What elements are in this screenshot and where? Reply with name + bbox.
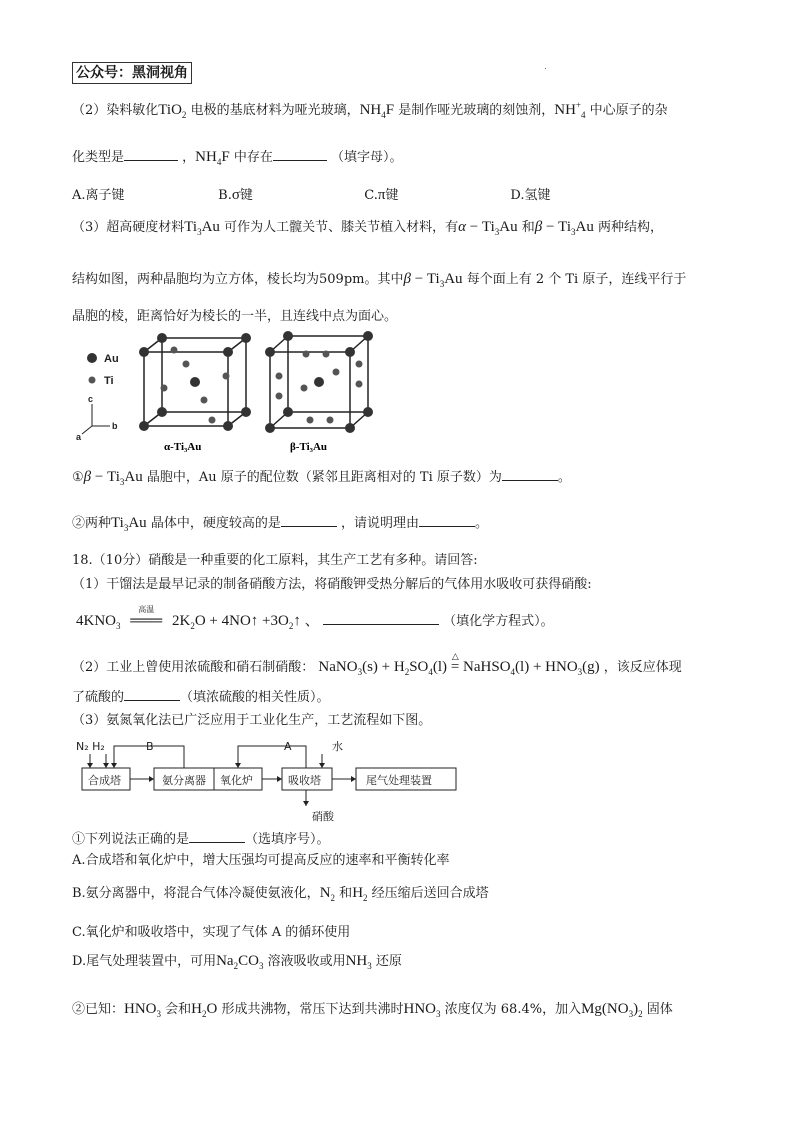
text: （2）工业上曾使用浓硫酸和硝石制硝酸： [72,660,315,675]
q18-option-b [72,884,489,907]
axis-a-line [82,426,92,434]
q18-equation1: $4KNO_3$ 高温 ═══ $2K_2O$ + 4NO↑ $+3O_2↑$ 、 （填化学方程式）。 [76,612,554,635]
q2-line1 [72,96,668,124]
formula-nh4-ion: $NH^+_4$ [554,100,586,120]
text: ① [72,470,84,485]
formula-na2co3: $Na_2CO_3$ [216,953,264,971]
q18-p3: （3）氨氮氧化法已广泛应用于工业化生产，工艺流程如下图。 [72,713,432,728]
formula-nh3: $NH_3$ [345,953,372,971]
q3-sub1 [72,468,571,491]
header-dot: . [544,62,547,72]
q18-p2 [72,651,682,681]
q2-options [72,186,652,205]
text: （填化学方程式）。 [443,614,554,629]
alpha-caption: α-Ti₃Au [164,441,202,453]
text: B. [218,188,232,203]
text: 每个面上有 2 个 Ti 原子，连线平行于 [466,272,687,287]
option-a: A.离子键 [72,188,125,203]
formula-alpha-ti3au: $\alpha - Ti_3Au$ [458,219,518,237]
reaction-arrow: 高温 ═══ [124,612,168,630]
option-b [218,186,360,205]
q18-s2 [72,1000,673,1023]
axis-b-label: b [112,421,118,431]
answer-blank[interactable] [323,612,439,625]
text: 。 [474,516,488,531]
q18-p2-cont [72,688,330,707]
text: （选填序号）。 [245,832,330,847]
beta-caption: β-Ti₃Au [290,441,328,453]
text: ， [182,150,196,165]
q18-s1 [72,830,330,849]
text: 固体 [646,1002,673,1017]
text: 是制作哑光玻璃的刻蚀剂， [398,103,555,118]
text: 可作为人工髋关节、膝关节植入材料，有 [224,220,459,235]
text: 和 [339,886,353,901]
formula-hno3: $HNO_3$ [403,1001,441,1019]
axis-c-label: c [88,394,94,404]
formula-beta-ti3au: $\beta - Ti_3Au$ [403,271,463,289]
text: 。 [557,470,571,485]
text: （填浓硫酸的相关性质）。 [180,690,330,705]
text: D.尾气处理装置中，可用 [72,954,217,969]
box-label: 合成塔 [88,774,121,787]
answer-blank[interactable] [502,468,558,481]
text: ，该反应体现 [603,660,682,675]
text: C. [364,188,378,203]
process-flow-diagram [74,736,464,826]
text: 化类型是 [72,150,125,165]
text: （填字母）。 [330,150,403,165]
text: （3）超高硬度材料 [72,220,185,235]
acid-label: 硝酸 [312,810,334,823]
q18-option-c: C.氧化炉和吸收塔中，实现了气体 A 的循环使用 [72,925,351,940]
text: 键 [385,188,399,203]
text: 晶胞中，Au 原子的配位数（紧邻且距离相对的 Ti 原子数）为 [146,470,502,485]
header-tag: 公众号：黑洞视角 [72,62,192,84]
n2h2-label: N₂ H₂ [76,740,105,753]
q2-line2 [72,148,403,171]
legend-ti-label: Ti [104,375,114,387]
answer-blank[interactable] [419,514,475,527]
au-legend-icon [87,353,97,363]
b-label: B [146,740,154,753]
text: 经压缩后送回合成塔 [371,886,489,901]
water-label: 水 [332,740,343,753]
text: ①下列说法正确的是 [72,832,190,847]
text: 键 [239,188,253,203]
text: ②两种 [72,516,112,531]
q3-line2 [72,270,686,293]
formula-beta-ti3au: $\beta - Ti_3Au$ [83,469,143,487]
box-label: 尾气处理装置 [366,774,432,787]
text: 晶体中，硬度较高的是 [150,516,281,531]
pi-symbol: π [377,187,386,203]
text: 和 [521,220,535,235]
text: 中存在 [233,150,273,165]
legend-au-label: Au [104,353,119,365]
option-d: D.氢键 [510,188,551,203]
text: 两种结构， [597,220,663,235]
text: 结构如图，两种晶胞均为立方体，棱长均为509pm。其中 [72,272,404,287]
text: 了硫酸的 [72,690,125,705]
answer-blank[interactable] [273,148,327,161]
formula-beta-ti3au: $\beta - Ti_3Au$ [534,219,594,237]
answer-blank[interactable] [124,148,178,161]
option-c [364,186,506,205]
a-label: A [284,740,292,753]
answer-blank[interactable] [281,514,337,527]
text: 浓度仅为 68.4%，加入 [444,1002,582,1017]
crystal-structure-figure [74,330,384,458]
q18-p1: （1）干馏法是最早记录的制备硝酸方法，将硝酸钾受热分解后的气体用水吸收可获得硝酸: [72,577,592,592]
formula-hno3: $HNO_3$ [124,1001,162,1019]
text: 还原 [375,954,402,969]
text: 会和 [165,1002,192,1017]
answer-blank[interactable] [189,830,245,843]
q18-option-a: A.合成塔和氧化炉中，增大压强均可提高反应的速率和平衡转化率 [72,853,450,868]
formula-nh4f: $NH_4F$ [359,102,395,120]
text: B.氨分离器中，将混合气体冷凝使氨液化， [72,886,320,901]
text: 溶液吸收或用 [267,954,346,969]
formula-nh4f: $NH_4F$ [195,149,230,167]
formula-ti3au: $Ti_3Au$ [184,219,220,237]
q3-sub2 [72,514,488,537]
formula-h2: $H_2$ [352,885,368,903]
q3-line1 [72,218,663,241]
box-label: 吸收塔 [288,774,321,787]
formula-tio2: TiO$_2$ [158,102,187,120]
q18-title: 18.（10分）硝酸是一种重要的化工原料，其生产工艺有多种。请回答: [72,553,478,568]
box-label: 氧化炉 [220,774,253,787]
answer-blank[interactable] [124,688,180,701]
q18-option-d [72,952,402,975]
q3-line3: 晶胞的棱，距离恰好为棱长的一半，且连线中点为面心。 [72,309,398,324]
text: ，请说明理由 [340,516,419,531]
text: 中心原子的杂 [589,103,668,118]
box-label: 氨分离器 [162,774,206,787]
condition-label: 高温 [138,605,155,614]
text: 电极的基底材料为哑光玻璃， [190,103,360,118]
equation-2: NaNO$_3$(s) + $H_2SO_4(l)$ = △ NaHSO$_4$(l) + $HNO_3(g)$ [318,651,600,677]
formula-mg-no3-2: $Mg(NO_3)_2$ [581,1001,643,1019]
sigma-symbol: σ [231,187,240,203]
text: （2）染料敏化 [72,103,159,118]
formula-ti3au: $Ti_3Au$ [111,515,147,533]
axis-a-label: a [76,432,82,442]
text: ②已知： [72,1002,125,1017]
formula-h2o: $H_2O$ [191,1001,218,1019]
formula-n2: $N_2$ [319,885,336,903]
text: 形成共沸物，常压下达到共沸时 [221,1002,404,1017]
ti-legend-icon [89,377,96,384]
